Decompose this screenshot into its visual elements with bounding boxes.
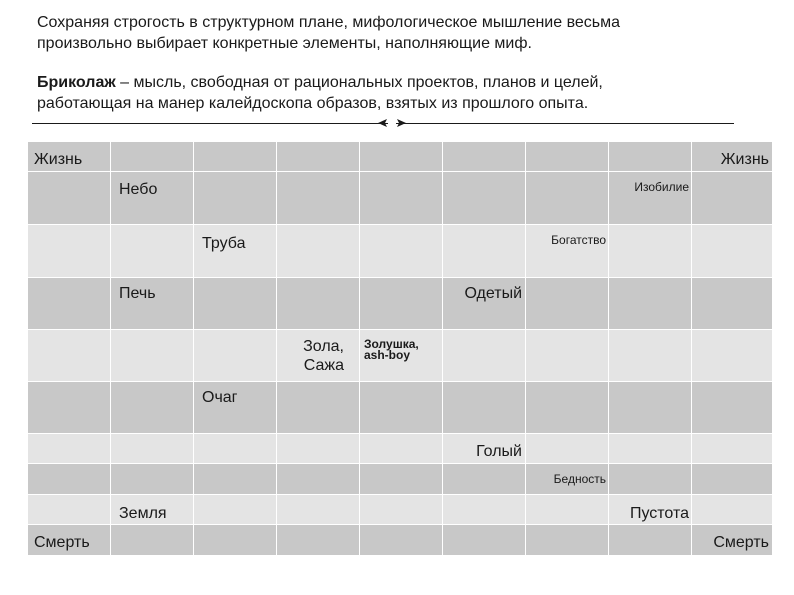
grid-cell	[360, 495, 443, 525]
grid-cell	[277, 382, 360, 434]
grid-cell	[28, 464, 111, 495]
grid-cell	[194, 525, 277, 556]
intro-text	[37, 12, 757, 114]
grid-cell	[277, 278, 360, 330]
grid-cell	[360, 434, 443, 464]
grid-cell	[526, 330, 609, 382]
grid-cell	[692, 225, 773, 278]
intro-line-1: Сохраняя строгость в структурном плане, мифологическое мышление весьма	[37, 14, 621, 31]
grid-cell	[609, 172, 692, 225]
grid-cell	[609, 142, 692, 172]
grid-cell	[360, 225, 443, 278]
grid-cell	[28, 172, 111, 225]
grid-cell	[194, 225, 277, 278]
label-bednost: Бедность	[553, 472, 606, 486]
grid-cell	[609, 525, 692, 556]
grid-cell	[28, 278, 111, 330]
grid-cell	[111, 525, 194, 556]
grid-cell	[194, 330, 277, 382]
grid-row	[28, 495, 773, 525]
grid-cell	[277, 142, 360, 172]
label-odetyi: Одетый	[464, 285, 522, 302]
bricolage-term: Бриколаж	[37, 74, 116, 91]
grid-cell	[194, 434, 277, 464]
label-zolushka: Золушка,	[364, 337, 419, 351]
grid-cell	[443, 330, 526, 382]
grid-cell	[111, 495, 194, 525]
grid-cell	[443, 142, 526, 172]
grid-cell	[194, 278, 277, 330]
grid-row	[28, 142, 773, 172]
grid-cell	[443, 278, 526, 330]
grid-cell	[28, 142, 111, 172]
label-zemlya: Земля	[119, 505, 167, 522]
grid-cell	[609, 225, 692, 278]
grid-cell	[443, 172, 526, 225]
grid-cell	[609, 330, 692, 382]
grid-cell	[28, 330, 111, 382]
grid-cell	[443, 434, 526, 464]
label-pech: Печь	[119, 285, 156, 302]
grid-cell	[443, 382, 526, 434]
grid-cell	[194, 464, 277, 495]
grid-row	[28, 330, 773, 382]
definition-line-2: работающая на манер калейдоскопа образов, взятых из прошлого опыта.	[37, 95, 589, 112]
label-zhizn-left: Жизнь	[34, 151, 83, 168]
grid-cell	[111, 382, 194, 434]
label-nebo: Небо	[119, 181, 158, 198]
grid-cell	[526, 495, 609, 525]
grid-row	[28, 225, 773, 278]
grid-cell	[277, 330, 360, 382]
grid-cell	[277, 464, 360, 495]
grid-cell	[692, 525, 773, 556]
grid-cell	[111, 278, 194, 330]
label-zhizn-right: Жизнь	[720, 151, 769, 168]
grid-cell	[360, 142, 443, 172]
grid-row	[28, 382, 773, 434]
grid-cell	[28, 525, 111, 556]
opposition-grid	[27, 141, 773, 556]
grid-cell	[443, 225, 526, 278]
grid-cell	[194, 495, 277, 525]
grid-cell	[28, 434, 111, 464]
grid-row	[28, 464, 773, 495]
label-golyi: Голый	[476, 443, 522, 460]
grid-cell	[111, 142, 194, 172]
grid-cell	[692, 434, 773, 464]
grid-cell	[609, 382, 692, 434]
grid-cell	[277, 172, 360, 225]
label-pustota: Пустота	[629, 505, 689, 522]
grid-cell	[526, 225, 609, 278]
grid-cell	[692, 278, 773, 330]
grid-cell	[111, 434, 194, 464]
grid-cell	[526, 464, 609, 495]
definition-line-1: – мысль, свободная от рациональных проектов, планов и целей,	[115, 74, 603, 91]
grid-cell	[360, 525, 443, 556]
grid-cell	[526, 382, 609, 434]
grid-cell	[609, 495, 692, 525]
grid-cell	[277, 495, 360, 525]
bricolage-definition	[37, 72, 757, 114]
label-smert-left: Смерть	[34, 534, 90, 551]
grid-cell	[526, 142, 609, 172]
grid-cell	[692, 142, 773, 172]
label-smert-right: Смерть	[713, 534, 769, 551]
grid-cell	[526, 278, 609, 330]
grid-cell	[609, 464, 692, 495]
grid-row	[28, 525, 773, 556]
grid-cell	[609, 434, 692, 464]
grid-cell	[277, 525, 360, 556]
grid-cell	[609, 278, 692, 330]
grid-cell	[277, 434, 360, 464]
grid-cell	[443, 495, 526, 525]
grid-cell	[526, 525, 609, 556]
grid-row	[28, 172, 773, 225]
grid-cell	[277, 225, 360, 278]
grid-cell	[194, 172, 277, 225]
label-bogatstvo: Богатство	[551, 233, 606, 247]
grid-cell	[194, 142, 277, 172]
grid-cell	[692, 495, 773, 525]
intro-paragraph	[37, 12, 757, 54]
grid-cell	[692, 382, 773, 434]
divider-line-left	[32, 123, 388, 124]
label-zola: Зола,	[303, 338, 344, 355]
grid-cell	[692, 464, 773, 495]
grid-cell	[111, 225, 194, 278]
grid-cell	[111, 172, 194, 225]
grid-cell	[111, 330, 194, 382]
grid-cell	[692, 172, 773, 225]
grid-cell	[360, 382, 443, 434]
grid-cell	[360, 330, 443, 382]
double-arrow-icon	[378, 115, 406, 131]
grid-cell	[526, 434, 609, 464]
grid-cell	[692, 330, 773, 382]
grid-cell	[360, 464, 443, 495]
grid-cell	[28, 495, 111, 525]
label-truba: Труба	[202, 235, 246, 252]
grid-cell	[526, 172, 609, 225]
grid-cell	[111, 464, 194, 495]
grid-row	[28, 278, 773, 330]
grid-cell	[443, 525, 526, 556]
grid-row	[28, 434, 773, 464]
grid-cell	[360, 278, 443, 330]
grid-cell	[360, 172, 443, 225]
divider-line-right	[396, 123, 734, 124]
intro-line-2: произвольно выбирает конкретные элементы, наполняющие миф.	[37, 35, 532, 52]
grid-cell	[194, 382, 277, 434]
grid-cell	[28, 225, 111, 278]
label-izobilie: Изобилие	[634, 180, 689, 194]
label-sazha: Сажа	[303, 357, 344, 374]
label-ash-boy: ash-boy	[364, 348, 411, 362]
grid-cell	[443, 464, 526, 495]
label-ochag: Очаг	[202, 389, 238, 406]
grid-cell	[28, 382, 111, 434]
